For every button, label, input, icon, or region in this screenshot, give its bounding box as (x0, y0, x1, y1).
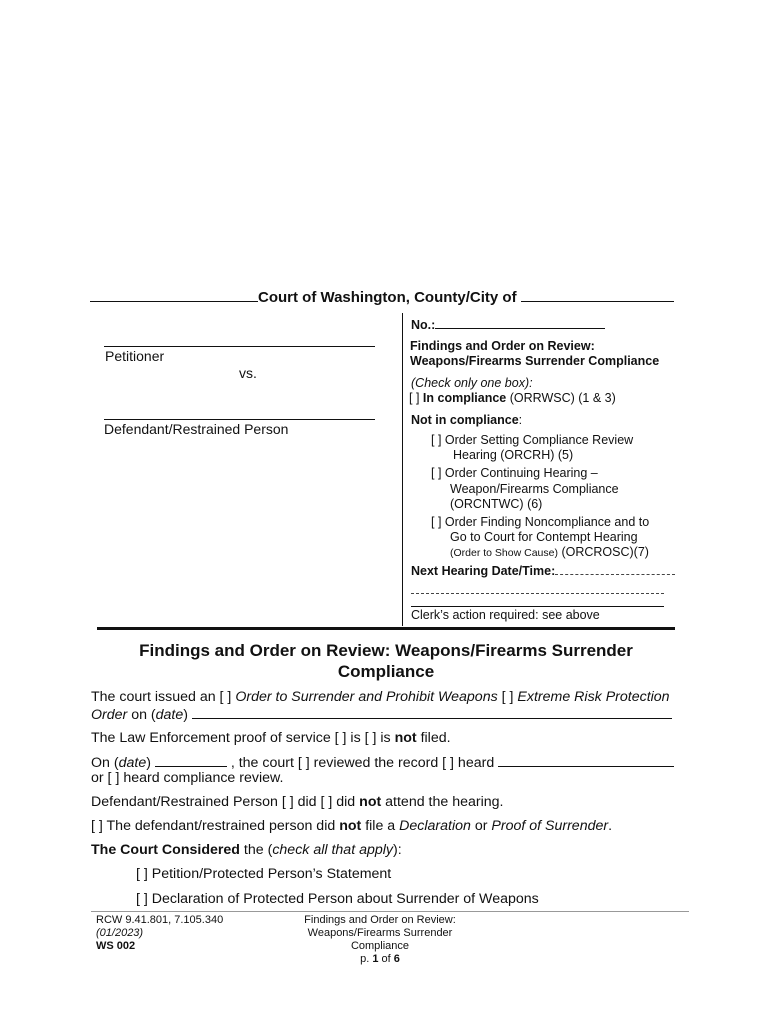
option-continuing-hearing-line-2: Weapon/Firearms Compliance (450, 482, 619, 496)
proof-of-service-paragraph: The Law Enforcement proof of service [ ] is [ ] is not filed. (91, 730, 451, 746)
order-issued-paragraph-line-2: Order on (date) (91, 706, 672, 723)
review-paragraph-line-2: or [ ] heard compliance review. (91, 770, 284, 786)
considered-item-declaration[interactable]: [ ] Declaration of Protected Person about Surrender of Weapons (136, 891, 539, 907)
footer-title-1: Findings and Order on Review: (304, 914, 456, 926)
document-title (80, 640, 692, 682)
footer-rcw: RCW 9.41.801, 7.105.340 (96, 914, 224, 926)
next-hearing-field[interactable] (555, 564, 675, 575)
court-title: Court of Washington, County/City of (258, 289, 517, 306)
attendance-paragraph: Defendant/Restrained Person [ ] did [ ] did not attend the hearing. (91, 794, 504, 810)
option-noncompliance-line-3: (Order to Show Cause) (ORCROSC)(7) (450, 545, 649, 559)
county-city-blank[interactable] (521, 287, 674, 302)
defendant-line[interactable] (104, 419, 375, 420)
court-title-line (90, 287, 680, 306)
in-compliance-option[interactable]: [ ] In compliance (ORRWSC) (1 & 3) (409, 391, 616, 405)
case-number-field[interactable] (435, 317, 605, 329)
option-setting-review-line-2: Hearing (ORCRH) (5) (453, 448, 574, 462)
check-one-instruction: (Check only one box): (411, 376, 533, 390)
vs-label: vs. (239, 365, 257, 381)
caption-bottom-rule (97, 627, 675, 630)
court-considered-heading: The Court Considered the (check all that apply): (91, 842, 402, 858)
caption-divider (402, 313, 403, 626)
footer-date: (01/2023) (96, 927, 144, 939)
document-title-line-1: Findings and Order on Review: Weapons/Firearms Surrender (139, 641, 633, 660)
doc-title-line-1: Findings and Order on Review: (410, 339, 595, 353)
option-noncompliance-line-2: Go to Court for Contempt Hearing (450, 530, 638, 544)
considered-item-petition[interactable]: [ ] Petition/Protected Person’s Statement (136, 866, 392, 882)
footer-center (280, 914, 480, 966)
petitioner-line[interactable] (104, 346, 375, 347)
court-name-blank[interactable] (90, 287, 258, 302)
not-compliance-heading: Not in compliance: (411, 413, 523, 427)
order-issued-paragraph: The court issued an [ ] Order to Surrender and Prohibit Weapons [ ] Extreme Risk Protection (91, 689, 670, 705)
footer-rule (91, 911, 689, 912)
next-hearing-field-2[interactable] (411, 593, 664, 594)
review-paragraph: On (date) , the court [ ] reviewed the record [ ] heard (91, 754, 674, 771)
footer-page-number: p. 1 of 6 (360, 953, 400, 965)
in-compliance-checkbox[interactable]: [ ] (409, 391, 420, 405)
footer-title-2: Weapons/Firearms Surrender (307, 927, 453, 939)
doc-title-line-2: Weapons/Firearms Surrender Compliance (410, 354, 660, 368)
option-continuing-hearing-line-3: (ORCNTWC) (6) (450, 497, 543, 511)
defendant-label: Defendant/Restrained Person (104, 421, 289, 437)
heard-field[interactable] (498, 754, 674, 767)
option-setting-review[interactable]: [ ] Order Setting Compliance Review (431, 433, 634, 447)
footer-form-number: WS 002 (96, 940, 136, 952)
clerk-action-note: Clerk’s action required: see above (411, 608, 600, 622)
review-date-field[interactable] (155, 754, 227, 767)
next-hearing-label: Next Hearing Date/Time: (411, 564, 675, 578)
petitioner-label: Petitioner (105, 348, 165, 364)
document-title-line-2: Compliance (337, 662, 435, 681)
footer-title-3: Compliance (350, 940, 410, 952)
option-continuing-hearing[interactable]: [ ] Order Continuing Hearing – (431, 466, 598, 480)
declaration-paragraph[interactable]: [ ] The defendant/restrained person did not file a Declaration or Proof of Surrender. (91, 818, 613, 834)
option-noncompliance[interactable]: [ ] Order Finding Noncompliance and to (431, 515, 650, 529)
order-date-field[interactable] (192, 706, 672, 719)
footer-left (96, 914, 223, 953)
case-number-label: No.: (411, 317, 605, 332)
clerk-line (411, 606, 664, 607)
